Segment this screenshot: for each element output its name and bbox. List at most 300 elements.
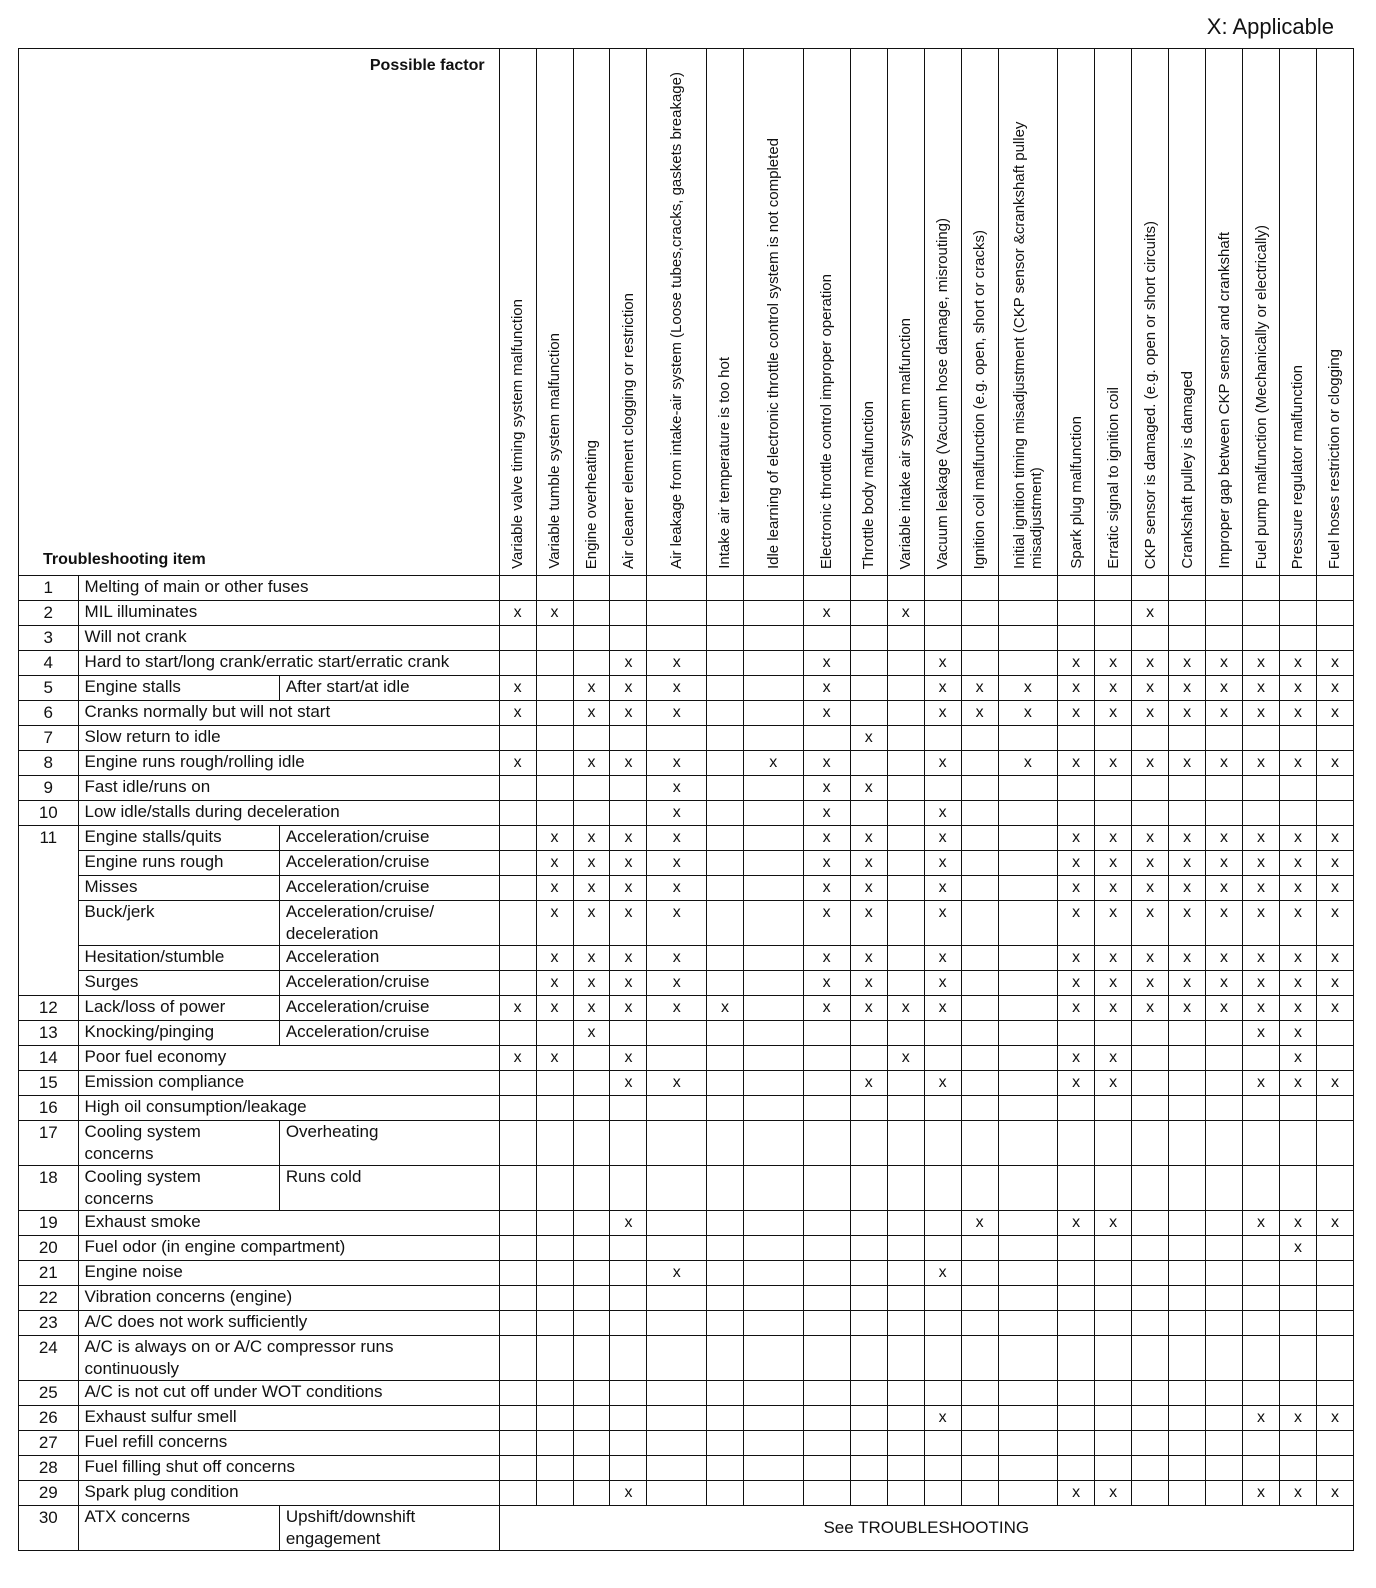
empty-cell [887, 1021, 924, 1046]
applicable-mark: x [1206, 971, 1243, 996]
applicable-mark: x [803, 676, 850, 701]
empty-cell [887, 1381, 924, 1406]
applicable-mark: x [647, 651, 707, 676]
applicable-mark: x [850, 996, 887, 1021]
applicable-mark: x [536, 601, 573, 626]
empty-cell [1206, 1286, 1243, 1311]
symptom-label: Will not crank [78, 626, 499, 651]
empty-cell [743, 1456, 803, 1481]
empty-cell [998, 1431, 1058, 1456]
empty-cell [573, 601, 610, 626]
symptom-label: Knocking/pinging [78, 1021, 279, 1046]
applicable-mark: x [1169, 676, 1206, 701]
applicable-mark: x [499, 1046, 536, 1071]
factor-header [961, 49, 998, 576]
applicable-mark: x [1316, 876, 1353, 901]
factor-header [924, 49, 961, 576]
applicable-mark: x [1058, 971, 1095, 996]
condition-label: Acceleration/cruise [279, 996, 499, 1021]
applicable-mark: x [924, 876, 961, 901]
item-number: 18 [19, 1166, 79, 1211]
empty-cell [961, 1406, 998, 1431]
applicable-mark: x [1132, 751, 1169, 776]
empty-cell [1169, 1236, 1206, 1261]
empty-cell [887, 851, 924, 876]
empty-cell [850, 1456, 887, 1481]
applicable-mark: x [1095, 876, 1132, 901]
empty-cell [1095, 776, 1132, 801]
empty-cell [743, 996, 803, 1021]
empty-cell [743, 1021, 803, 1046]
empty-cell [1279, 1381, 1316, 1406]
empty-cell [536, 751, 573, 776]
empty-cell [536, 701, 573, 726]
empty-cell [1095, 1286, 1132, 1311]
empty-cell [1095, 801, 1132, 826]
see-troubleshooting-note: See TROUBLESHOOTING [499, 1506, 1353, 1551]
item-number: 2 [19, 601, 79, 626]
applicable-mark: x [803, 826, 850, 851]
applicable-mark: x [998, 701, 1058, 726]
applicable-mark: x [803, 946, 850, 971]
empty-cell [573, 801, 610, 826]
applicable-mark: x [1206, 876, 1243, 901]
item-number: 6 [19, 701, 79, 726]
empty-cell [610, 1096, 647, 1121]
factor-label: Pressure regulator malfunction [1289, 364, 1307, 569]
applicable-mark: x [610, 946, 647, 971]
applicable-mark: x [1316, 676, 1353, 701]
applicable-mark: x [924, 1406, 961, 1431]
symptom-label: Fuel refill concerns [78, 1431, 499, 1456]
factor-header [1279, 49, 1316, 576]
empty-cell [707, 1456, 744, 1481]
empty-cell [961, 1311, 998, 1336]
empty-cell [743, 1406, 803, 1431]
empty-cell [647, 1406, 707, 1431]
applicable-mark: x [1316, 1211, 1353, 1236]
empty-cell [1132, 1166, 1169, 1211]
empty-cell [536, 726, 573, 751]
empty-cell [1058, 1381, 1095, 1406]
empty-cell [743, 726, 803, 751]
empty-cell [1206, 1431, 1243, 1456]
condition-label: Acceleration/cruise [279, 1021, 499, 1046]
item-number: 21 [19, 1261, 79, 1286]
factor-header [850, 49, 887, 576]
item-number: 24 [19, 1336, 79, 1381]
empty-cell [610, 1336, 647, 1381]
empty-cell [1058, 1236, 1095, 1261]
empty-cell [610, 1456, 647, 1481]
item-number: 10 [19, 801, 79, 826]
applicable-mark: x [1279, 996, 1316, 1021]
empty-cell [743, 851, 803, 876]
applicable-mark: x [1095, 651, 1132, 676]
applicable-mark: x [1243, 946, 1280, 971]
empty-cell [1243, 726, 1280, 751]
table-row [19, 851, 1354, 876]
empty-cell [536, 1456, 573, 1481]
applicable-mark: x [647, 876, 707, 901]
empty-cell [998, 996, 1058, 1021]
applicable-mark: x [647, 851, 707, 876]
applicable-mark: x [1132, 676, 1169, 701]
empty-cell [1169, 726, 1206, 751]
empty-cell [998, 971, 1058, 996]
applicable-mark: x [1169, 996, 1206, 1021]
empty-cell [961, 876, 998, 901]
applicable-mark: x [850, 946, 887, 971]
empty-cell [998, 1336, 1058, 1381]
empty-cell [998, 1121, 1058, 1166]
empty-cell [998, 876, 1058, 901]
table-row [19, 701, 1354, 726]
applicable-mark: x [961, 701, 998, 726]
applicable-mark: x [1243, 876, 1280, 901]
empty-cell [924, 1481, 961, 1506]
empty-cell [803, 1286, 850, 1311]
applicable-mark: x [647, 946, 707, 971]
applicable-mark: x [1058, 1481, 1095, 1506]
factor-header [743, 49, 803, 576]
item-number: 5 [19, 676, 79, 701]
factor-label: Initial ignition timing misadjustment (CKP sensor &crankshaft pulley misadjustment) [1010, 121, 1045, 569]
applicable-mark: x [1243, 1481, 1280, 1506]
empty-cell [707, 776, 744, 801]
symptom-label: Engine noise [78, 1261, 499, 1286]
empty-cell [610, 1261, 647, 1286]
table-row [19, 876, 1354, 901]
table-row [19, 1166, 1354, 1211]
condition-label: After start/at idle [279, 676, 499, 701]
empty-cell [961, 626, 998, 651]
applicable-mark: x [1095, 971, 1132, 996]
item-number: 16 [19, 1096, 79, 1121]
empty-cell [536, 1021, 573, 1046]
applicable-mark: x [1095, 851, 1132, 876]
applicable-mark: x [1058, 1046, 1095, 1071]
empty-cell [961, 1071, 998, 1096]
condition-label: Runs cold [279, 1166, 499, 1211]
empty-cell [961, 1286, 998, 1311]
applicable-mark: x [536, 971, 573, 996]
factor-header [1132, 49, 1169, 576]
empty-cell [1316, 601, 1353, 626]
applicable-mark: x [1279, 901, 1316, 946]
empty-cell [647, 601, 707, 626]
item-number: 11 [19, 826, 79, 996]
empty-cell [803, 1481, 850, 1506]
empty-cell [499, 1286, 536, 1311]
empty-cell [647, 1336, 707, 1381]
empty-cell [1132, 1211, 1169, 1236]
condition-label: Acceleration/cruise/ deceleration [279, 901, 499, 946]
empty-cell [1316, 626, 1353, 651]
factor-header [998, 49, 1058, 576]
empty-cell [1206, 601, 1243, 626]
table-row [19, 601, 1354, 626]
empty-cell [707, 1481, 744, 1506]
condition-label: Acceleration/cruise [279, 971, 499, 996]
applicable-mark: x [647, 776, 707, 801]
empty-cell [1316, 1261, 1353, 1286]
empty-cell [961, 1046, 998, 1071]
table-row [19, 901, 1354, 946]
empty-cell [1132, 1021, 1169, 1046]
empty-cell [1058, 1286, 1095, 1311]
empty-cell [707, 1406, 744, 1431]
empty-cell [1169, 1431, 1206, 1456]
symptom-label: Low idle/stalls during deceleration [78, 801, 499, 826]
empty-cell [1169, 626, 1206, 651]
empty-cell [1095, 726, 1132, 751]
empty-cell [1169, 1286, 1206, 1311]
applicable-mark: x [924, 651, 961, 676]
empty-cell [536, 651, 573, 676]
empty-cell [850, 1166, 887, 1211]
applicable-mark: x [1279, 1046, 1316, 1071]
empty-cell [743, 1261, 803, 1286]
applicable-mark: x [1316, 826, 1353, 851]
applicable-mark: x [536, 851, 573, 876]
applicable-mark: x [803, 601, 850, 626]
empty-cell [850, 1261, 887, 1286]
empty-cell [1243, 1096, 1280, 1121]
empty-cell [1243, 1381, 1280, 1406]
empty-cell [887, 1236, 924, 1261]
empty-cell [1169, 1456, 1206, 1481]
empty-cell [707, 1431, 744, 1456]
applicable-mark: x [1058, 996, 1095, 1021]
empty-cell [1095, 1381, 1132, 1406]
empty-cell [743, 676, 803, 701]
empty-cell [1058, 1431, 1095, 1456]
table-row [19, 1431, 1354, 1456]
empty-cell [1132, 1336, 1169, 1381]
empty-cell [1316, 1456, 1353, 1481]
empty-cell [924, 1236, 961, 1261]
empty-cell [1095, 626, 1132, 651]
empty-cell [850, 626, 887, 651]
applicable-mark: x [1058, 901, 1095, 946]
empty-cell [1316, 1286, 1353, 1311]
empty-cell [573, 1096, 610, 1121]
empty-cell [707, 1166, 744, 1211]
table-row [19, 1381, 1354, 1406]
empty-cell [610, 1431, 647, 1456]
empty-cell [1316, 1336, 1353, 1381]
applicable-mark: x [499, 601, 536, 626]
factor-label: Fuel pump malfunction (Mechanically or electrically) [1252, 224, 1270, 569]
applicable-mark: x [1279, 701, 1316, 726]
factor-label: Spark plug malfunction [1067, 416, 1085, 569]
applicable-mark: x [961, 676, 998, 701]
applicable-mark: x [1095, 701, 1132, 726]
empty-cell [1243, 1166, 1280, 1211]
empty-cell [924, 726, 961, 751]
empty-cell [850, 1336, 887, 1381]
empty-cell [1169, 1021, 1206, 1046]
applicable-mark: x [1316, 971, 1353, 996]
symptom-label: A/C is always on or A/C compressor runs continuously [78, 1336, 499, 1381]
symptom-label: Fast idle/runs on [78, 776, 499, 801]
empty-cell [647, 1431, 707, 1456]
empty-cell [1169, 1311, 1206, 1336]
empty-cell [803, 1166, 850, 1211]
applicable-mark: x [499, 701, 536, 726]
item-number: 20 [19, 1236, 79, 1261]
empty-cell [499, 876, 536, 901]
empty-cell [887, 751, 924, 776]
applicable-mark: x [536, 1046, 573, 1071]
empty-cell [1279, 601, 1316, 626]
applicable-mark: x [647, 701, 707, 726]
empty-cell [1132, 1046, 1169, 1071]
applicable-mark: x [924, 971, 961, 996]
empty-cell [610, 1121, 647, 1166]
applicable-mark: x [1169, 651, 1206, 676]
applicable-mark: x [610, 996, 647, 1021]
empty-cell [573, 1286, 610, 1311]
empty-cell [743, 701, 803, 726]
empty-cell [1279, 1166, 1316, 1211]
empty-cell [1058, 626, 1095, 651]
empty-cell [610, 1286, 647, 1311]
applicable-mark: x [1316, 651, 1353, 676]
empty-cell [499, 826, 536, 851]
factor-label: Vacuum leakage (Vacuum hose damage, misrouting) [934, 217, 952, 569]
empty-cell [499, 1261, 536, 1286]
factor-label: Improper gap between CKP sensor and crankshaft [1215, 232, 1233, 569]
empty-cell [499, 1336, 536, 1381]
empty-cell [743, 1071, 803, 1096]
table-row [19, 946, 1354, 971]
empty-cell [499, 946, 536, 971]
empty-cell [1206, 1021, 1243, 1046]
factor-header [1058, 49, 1095, 576]
applicable-mark: x [1316, 996, 1353, 1021]
applicable-mark: x [573, 996, 610, 1021]
empty-cell [1058, 1121, 1095, 1166]
applicable-mark: x [887, 996, 924, 1021]
symptom-label: A/C is not cut off under WOT conditions [78, 1381, 499, 1406]
empty-cell [803, 626, 850, 651]
empty-cell [887, 1481, 924, 1506]
empty-cell [1132, 1456, 1169, 1481]
applicable-mark: x [850, 826, 887, 851]
empty-cell [961, 971, 998, 996]
empty-cell [743, 626, 803, 651]
table-row [19, 826, 1354, 851]
empty-cell [887, 876, 924, 901]
empty-cell [1058, 1336, 1095, 1381]
empty-cell [1058, 1311, 1095, 1336]
empty-cell [924, 601, 961, 626]
applicable-mark: x [887, 601, 924, 626]
empty-cell [961, 726, 998, 751]
empty-cell [1169, 1121, 1206, 1166]
applicable-mark: x [1279, 676, 1316, 701]
empty-cell [1206, 776, 1243, 801]
empty-cell [1279, 1336, 1316, 1381]
empty-cell [850, 751, 887, 776]
applicable-mark: x [803, 701, 850, 726]
empty-cell [536, 1286, 573, 1311]
empty-cell [803, 726, 850, 751]
applicable-mark: x [1058, 876, 1095, 901]
applicable-mark: x [1243, 1211, 1280, 1236]
empty-cell [743, 651, 803, 676]
applicable-mark: x [1279, 1481, 1316, 1506]
factor-label: Variable intake air system malfunction [897, 317, 915, 569]
empty-cell [1058, 1166, 1095, 1211]
applicable-mark: x [573, 901, 610, 946]
item-number: 17 [19, 1121, 79, 1166]
empty-cell [850, 1236, 887, 1261]
item-number: 12 [19, 996, 79, 1021]
empty-cell [1206, 576, 1243, 601]
applicable-mark: x [924, 946, 961, 971]
applicable-mark: x [1279, 1021, 1316, 1046]
empty-cell [998, 851, 1058, 876]
empty-cell [573, 1431, 610, 1456]
applicable-mark: x [1206, 651, 1243, 676]
table-row [19, 651, 1354, 676]
applicable-mark: x [1206, 901, 1243, 946]
empty-cell [803, 1406, 850, 1431]
item-number: 27 [19, 1431, 79, 1456]
factor-header [803, 49, 850, 576]
empty-cell [1095, 576, 1132, 601]
empty-cell [924, 1121, 961, 1166]
applicable-mark: x [1095, 826, 1132, 851]
table-row [19, 801, 1354, 826]
applicable-mark: x [850, 726, 887, 751]
applicable-mark: x [573, 946, 610, 971]
condition-label: Acceleration/cruise [279, 851, 499, 876]
empty-cell [850, 1096, 887, 1121]
item-number: 19 [19, 1211, 79, 1236]
empty-cell [536, 1406, 573, 1431]
empty-cell [961, 996, 998, 1021]
empty-cell [610, 1236, 647, 1261]
empty-cell [610, 801, 647, 826]
applicable-mark: x [1169, 701, 1206, 726]
empty-cell [707, 971, 744, 996]
empty-cell [1058, 726, 1095, 751]
empty-cell [1243, 1286, 1280, 1311]
applicable-mark: x [1279, 1211, 1316, 1236]
empty-cell [1243, 1261, 1280, 1286]
applicable-mark: x [1058, 1211, 1095, 1236]
empty-cell [610, 1311, 647, 1336]
applicable-mark: x [1132, 876, 1169, 901]
symptom-label: Fuel filling shut off concerns [78, 1456, 499, 1481]
empty-cell [536, 1211, 573, 1236]
empty-cell [647, 1046, 707, 1071]
empty-cell [924, 1211, 961, 1236]
item-number: 7 [19, 726, 79, 751]
factor-label: Electronic throttle control improper operation [818, 273, 836, 569]
applicable-mark: x [1132, 826, 1169, 851]
applicable-mark: x [1243, 1021, 1280, 1046]
empty-cell [1095, 1431, 1132, 1456]
empty-cell [1132, 1071, 1169, 1096]
empty-cell [1206, 1166, 1243, 1211]
empty-cell [1095, 1261, 1132, 1286]
empty-cell [998, 1071, 1058, 1096]
